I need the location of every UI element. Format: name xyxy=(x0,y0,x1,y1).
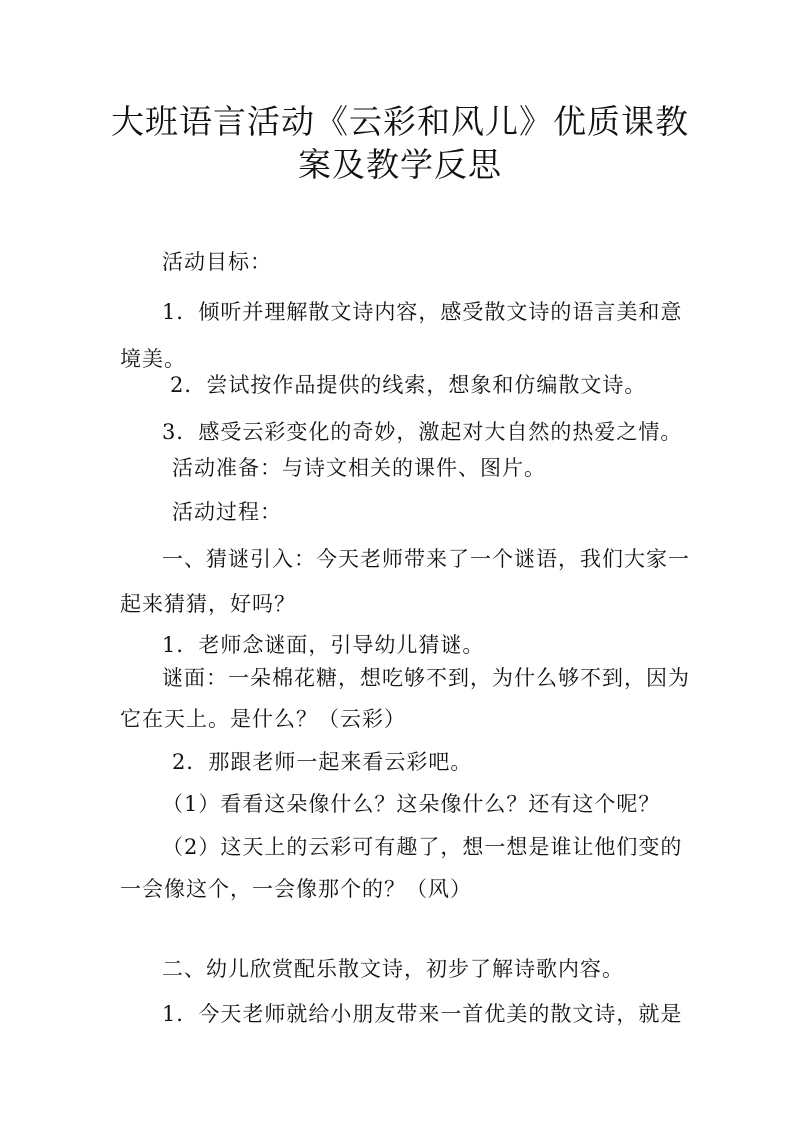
body-line: 活动准备：与诗文相关的课件、图片。 xyxy=(172,456,546,480)
body-line: 1．老师念谜面，引导幼儿猜谜。 xyxy=(162,633,485,657)
body-line: 2．那跟老师一起来看云彩吧。 xyxy=(172,750,473,774)
body-line: 谜面：一朵棉花糖，想吃够不到，为什么够不到，因为 xyxy=(162,666,690,690)
body-line: 一、猜谜引入：今天老师带来了一个谜语，我们大家一 xyxy=(162,547,690,571)
body-line: 活动过程： xyxy=(172,500,282,524)
body-line: 二、幼儿欣赏配乐散文诗，初步了解诗歌内容。 xyxy=(162,957,624,981)
body-line: 境美。 xyxy=(120,347,186,371)
body-line: 3．感受云彩变化的奇妙，激起对大自然的热爱之情。 xyxy=(162,420,683,444)
body-line: （2）这天上的云彩可有趣了，想一想是谁让他们变的 xyxy=(162,835,683,859)
body-line: 1．倾听并理解散文诗内容，感受散文诗的语言美和意 xyxy=(162,300,683,324)
document-title-line-1: 大班语言活动《云彩和风儿》优质课教 xyxy=(111,102,689,141)
body-line: 活动目标： xyxy=(162,250,272,274)
body-line: 1．今天老师就给小朋友带来一首优美的散文诗，就是 xyxy=(162,1002,683,1026)
body-line: 它在天上。是什么？（云彩） xyxy=(120,707,406,731)
body-line: 一会像这个，一会像那个的？（风） xyxy=(120,877,472,901)
body-line: （1）看看这朵像什么？这朵像什么？还有这个呢？ xyxy=(162,792,661,816)
body-line: 2．尝试按作品提供的线索，想象和仿编散文诗。 xyxy=(170,373,647,397)
document-title-line-2: 案及教学反思 xyxy=(298,145,502,184)
body-line: 起来猜猜，好吗？ xyxy=(120,592,296,616)
